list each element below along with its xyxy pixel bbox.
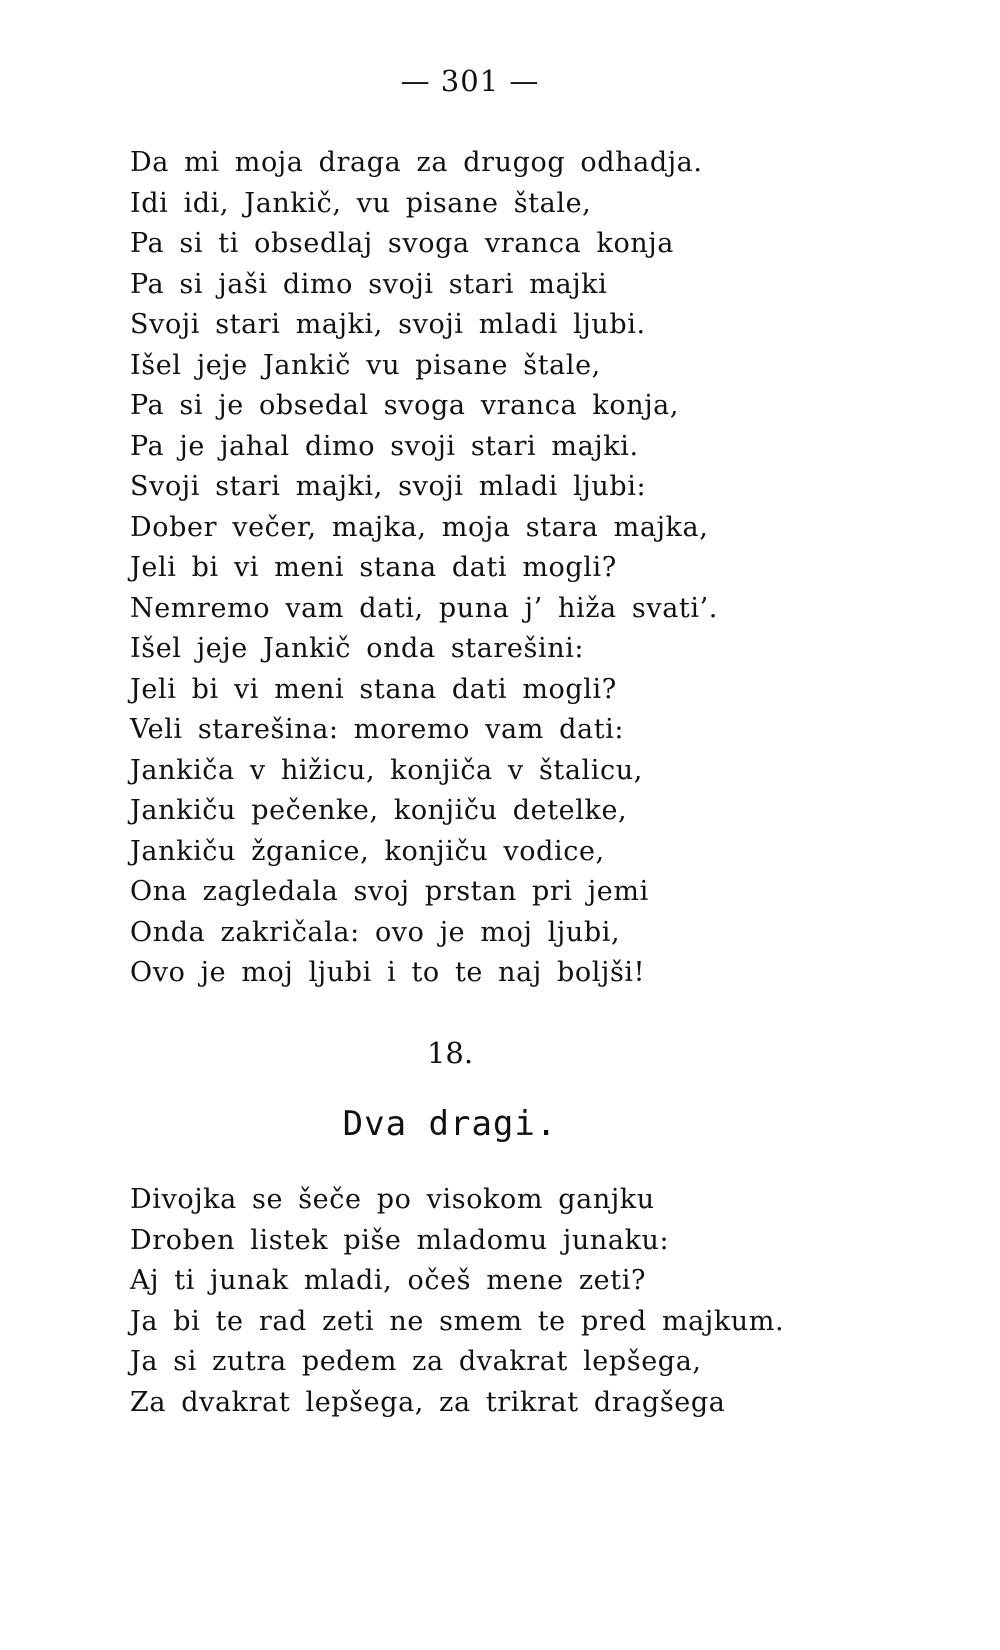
verse-line: Pa si je obsedal svoga vranca konja, <box>130 390 680 421</box>
verse-line: Droben listek piše mladomu junaku: <box>130 1224 670 1256</box>
verse-line: Svoji stari majki, svoji mladi ljubi. <box>130 309 646 340</box>
verse-line: Jeli bi vi meni stana dati mogli? <box>130 673 617 705</box>
page-number: — 301 — <box>400 64 540 98</box>
verse-line: Pa je jahal dimo svoji stari majki. <box>130 430 639 462</box>
verse-line: Jankiču žganice, konjiču vodice, <box>130 835 605 867</box>
verse-line: Ovo je moj ljubi i to te naj boljši! <box>130 957 646 988</box>
section-number: 18. <box>426 1036 474 1070</box>
verse-line: Jankiču pečenke, konjiču detelke, <box>130 795 628 826</box>
verse-line: Divojka se šeče po visokom ganjku <box>130 1184 655 1215</box>
verse-line: Pa si ti obsedlaj svoga vranca konja <box>130 228 674 259</box>
poem-continued <box>130 143 718 994</box>
verse-line: Da mi moja draga za drugog odhadja. <box>130 147 703 178</box>
verse-line: Išel jeje Jankič vu pisane štale, <box>130 349 601 381</box>
verse-line: Za dvakrat lepšega, za trikrat dragšega <box>130 1386 726 1418</box>
verse-line: Aj ti junak mladi, očeš mene zeti? <box>130 1265 647 1296</box>
poem-dva-dragi <box>130 1180 784 1423</box>
verse-line: Idi idi, Jankič, vu pisane štale, <box>130 187 592 219</box>
verse-line: Dober večer, majka, moja stara majka, <box>130 511 709 543</box>
verse-line: Ona zagledala svoj prstan pri jemi <box>130 876 649 907</box>
verse-line: Ja si zutra pedem za dvakrat lepšega, <box>130 1346 702 1377</box>
verse-line: Išel jeje Jankič onda starešini: <box>130 633 585 664</box>
verse-line: Svoji stari majki, svoji mladi ljubi: <box>130 471 647 502</box>
verse-line: Nemremo vam dati, puna j’ hiža svati’. <box>130 592 718 624</box>
section-title: Dva dragi. <box>342 1104 558 1144</box>
verse-line: Veli starešina: moremo vam dati: <box>130 714 625 745</box>
verse-line: Jeli bi vi meni stana dati mogli? <box>130 552 617 583</box>
verse-line: Onda zakričala: ovo je moj ljubi, <box>130 916 621 948</box>
verse-line: Ja bi te rad zeti ne smem te pred majkum. <box>130 1305 785 1337</box>
verse-line: Jankiča v hižicu, konjiča v štalicu, <box>130 754 643 786</box>
verse-line: Pa si jaši dimo svoji stari majki <box>130 268 608 300</box>
